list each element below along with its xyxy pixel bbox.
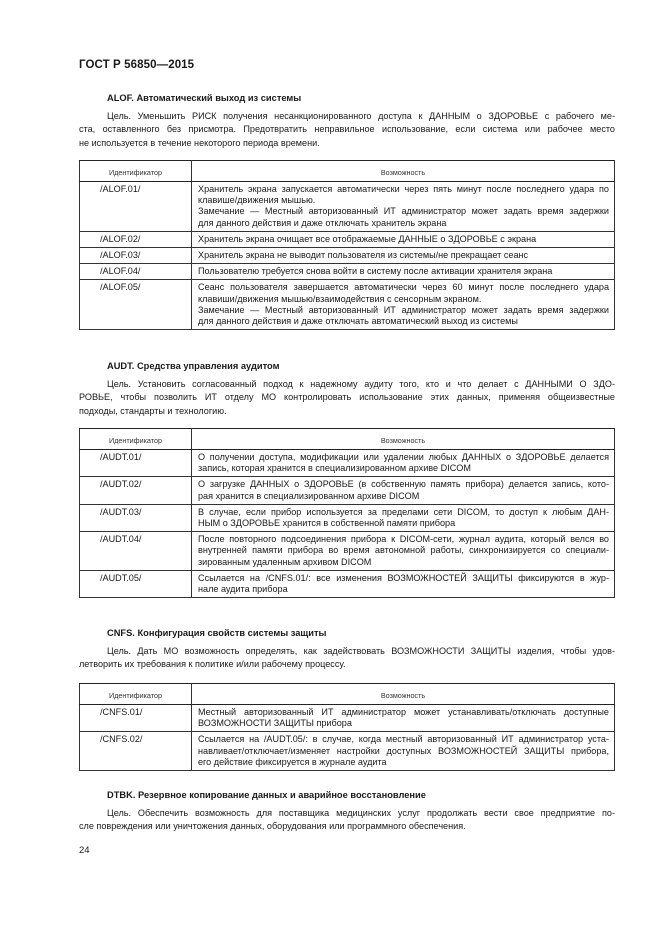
- table-row: [80, 532, 615, 571]
- table-row: [80, 264, 615, 280]
- capability-line: Ссылается на /AUDT.05/: в случае, когда местный авторизованный ИТ администратор уста-: [198, 734, 609, 745]
- capability-line: О получении доступа, модификации или удалении любых ДАННЫХ о ЗДОРОВЬЕ делается: [198, 452, 609, 462]
- goal-line: Цель. Уменьшить РИСК получения несанкционированного доступа к ДАННЫМ о ЗДОРОВЬЕ с рабочего ме-: [107, 111, 615, 121]
- section-title-alof: ALOF. Автоматический выход из системы: [107, 93, 302, 103]
- section-goal-cnfs: [79, 645, 615, 672]
- table-row: [80, 182, 615, 232]
- goal-line: Цель. Установить согласованный подход к надежному аудиту того, кто и что делает с ДАННЫМИ О ЗДО-: [107, 379, 615, 389]
- row-capability: [192, 477, 615, 504]
- capability-line: О загрузке ДАННЫХ о ЗДОРОВЬЕ (в собственную память прибора) делается запись, кото-: [198, 479, 609, 490]
- table-header-row: [80, 429, 615, 450]
- goal-line: летворить их требования к политике и/или рабочему процессу.: [79, 659, 346, 670]
- table-row: [80, 280, 615, 330]
- row-id: /ALOF.02/: [80, 231, 192, 247]
- row-capability: [192, 264, 615, 280]
- section-goal-audt: [79, 378, 615, 418]
- capability-line: внутренней памяти прибора во время автономной работы, синхронизируется со специали-: [198, 545, 609, 556]
- row-capability: [192, 732, 615, 771]
- row-id: /ALOF.05/: [80, 280, 192, 330]
- section-title-audt: AUDT. Средства управления аудитом: [107, 361, 280, 371]
- table-header-row: [80, 684, 615, 705]
- capability-line: нале аудита прибора: [198, 584, 288, 595]
- row-capability: [192, 450, 615, 477]
- row-id: /AUDT.05/: [80, 570, 192, 597]
- capability-line: зированным удаленным архивом DICOM: [198, 556, 372, 567]
- capability-line: Местный авторизованный ИТ администратор может устанавливать/отключать доступные: [198, 707, 609, 717]
- goal-line: сле повреждения или уничтожения данных, оборудования или программного обеспечения.: [79, 821, 466, 832]
- column-header-id: Идентификатор: [80, 684, 192, 705]
- row-capability: [192, 182, 615, 232]
- section-title-dtbk: DTBK. Резервное копирование данных и аварийное восстановление: [107, 790, 426, 800]
- row-capability: [192, 231, 615, 247]
- row-id: /ALOF.03/: [80, 248, 192, 264]
- table-row: [80, 504, 615, 531]
- table-row: [80, 732, 615, 771]
- capability-line: После повторного подсоединения прибора к DICOM-сети, журнал аудита, который велся во: [198, 534, 609, 545]
- column-header-capability: Возможность: [192, 684, 615, 705]
- row-capability: [192, 504, 615, 531]
- capability-line: его действие фиксируется в журнале аудита: [198, 756, 387, 767]
- capability-line: Сеанс пользователя завершается автоматически через 60 минут после последнего удара: [198, 282, 609, 293]
- goal-line: РОВЬЕ, чтобы позволить ИТ отделу МО контролировать использование этих данных, применяя общеизвестные: [79, 392, 615, 403]
- row-id: /AUDT.03/: [80, 504, 192, 531]
- column-header-id: Идентификатор: [80, 429, 192, 450]
- capability-line: Пользователю требуется снова войти в систему после активации хранителя экрана: [198, 266, 553, 277]
- section-goal-alof: [79, 110, 615, 150]
- capability-line: клавише/движения мышью.: [198, 195, 316, 206]
- column-header-id: Идентификатор: [80, 161, 192, 182]
- row-id: /ALOF.01/: [80, 182, 192, 232]
- section-title-cnfs: CNFS. Конфигурация свойств системы защиты: [107, 628, 327, 638]
- capability-line: запись, которая хранится в специализированном архиве DICOM: [198, 463, 471, 474]
- row-id: /CNFS.01/: [80, 705, 192, 732]
- table-audt: [79, 428, 615, 598]
- table-row: [80, 231, 615, 247]
- capability-line: Хранитель экрана запускается автоматически через пять минут после последнего удара по: [198, 184, 609, 194]
- row-id: /AUDT.02/: [80, 477, 192, 504]
- row-id: /CNFS.02/: [80, 732, 192, 771]
- table-row: [80, 705, 615, 732]
- table-alof: [79, 160, 615, 330]
- row-capability: [192, 248, 615, 264]
- capability-line: Замечание — Местный авторизованный ИТ администратор может задать время задержки: [198, 304, 609, 315]
- row-id: /AUDT.01/: [80, 450, 192, 477]
- capability-line: Замечание — Местный авторизованный ИТ администратор может задать время задержки: [198, 206, 609, 217]
- capability-line: клавиши/движения мышью/взаимодействия с сенсорным экраном.: [198, 293, 482, 304]
- capability-line: Хранитель экрана очищает все отображаемые ДАННЫЕ о ЗДОРОВЬЕ с экрана: [198, 233, 537, 244]
- goal-line: Цель. Дать МО возможность определять, как задействовать ВОЗМОЖНОСТИ ЗАЩИТЫ изделия, чтобы удов-: [107, 646, 615, 656]
- row-capability: [192, 532, 615, 571]
- row-capability: [192, 280, 615, 330]
- capability-line: ВОЗМОЖНОСТИ ЗАЩИТЫ прибора: [198, 718, 352, 729]
- capability-line: Хранитель экрана не выводит пользователя из системы/не прекращает сеанс: [198, 250, 529, 261]
- table-row: [80, 570, 615, 597]
- table-row: [80, 450, 615, 477]
- capability-line: рая хранится в специализированном архиве DICOM: [198, 490, 420, 501]
- row-id: /AUDT.04/: [80, 532, 192, 571]
- section-goal-dtbk: [79, 807, 615, 834]
- table-header-row: [80, 161, 615, 182]
- capability-line: НЫМ о ЗДОРОВЬЕ хранится в собственной памяти прибора: [198, 518, 456, 529]
- capability-line: Ссылается на /CNFS.01/: все изменения ВОЗМОЖНОСТЕЙ ЗАЩИТЫ фиксируются в жур-: [198, 572, 609, 583]
- capability-line: для данного действия и даже отключать автоматический выход из системы: [198, 316, 518, 327]
- goal-line: не используется в течение некоторого периода времени.: [79, 137, 320, 148]
- capability-line: для данного действия и даже отключать хранитель экрана: [198, 217, 447, 228]
- table-row: [80, 248, 615, 264]
- table-cnfs: [79, 683, 615, 771]
- row-id: /ALOF.04/: [80, 264, 192, 280]
- column-header-capability: Возможность: [192, 429, 615, 450]
- capability-line: навливает/отключает/изменяет настройки доступных ВОЗМОЖНОСТЕЙ ЗАЩИТЫ прибора,: [198, 745, 609, 756]
- row-capability: [192, 705, 615, 732]
- page-number: 24: [79, 845, 90, 856]
- standard-header: ГОСТ Р 56850—2015: [79, 59, 195, 71]
- column-header-capability: Возможность: [192, 161, 615, 182]
- row-capability: [192, 570, 615, 597]
- table-row: [80, 477, 615, 504]
- capability-line: В случае, если прибор используется за пределами сети DICOM, то доступ к любым ДАН-: [198, 506, 609, 517]
- goal-line: Цель. Обеспечить возможность для поставщика медицинских услуг продолжать вести свое предприятие по-: [107, 808, 615, 818]
- goal-line: ста, оставленного без присмотра. Предотвратить неправильное использование, если система или рабочее место: [79, 124, 615, 135]
- goal-line: подходы, стандарты и технологию.: [79, 405, 227, 416]
